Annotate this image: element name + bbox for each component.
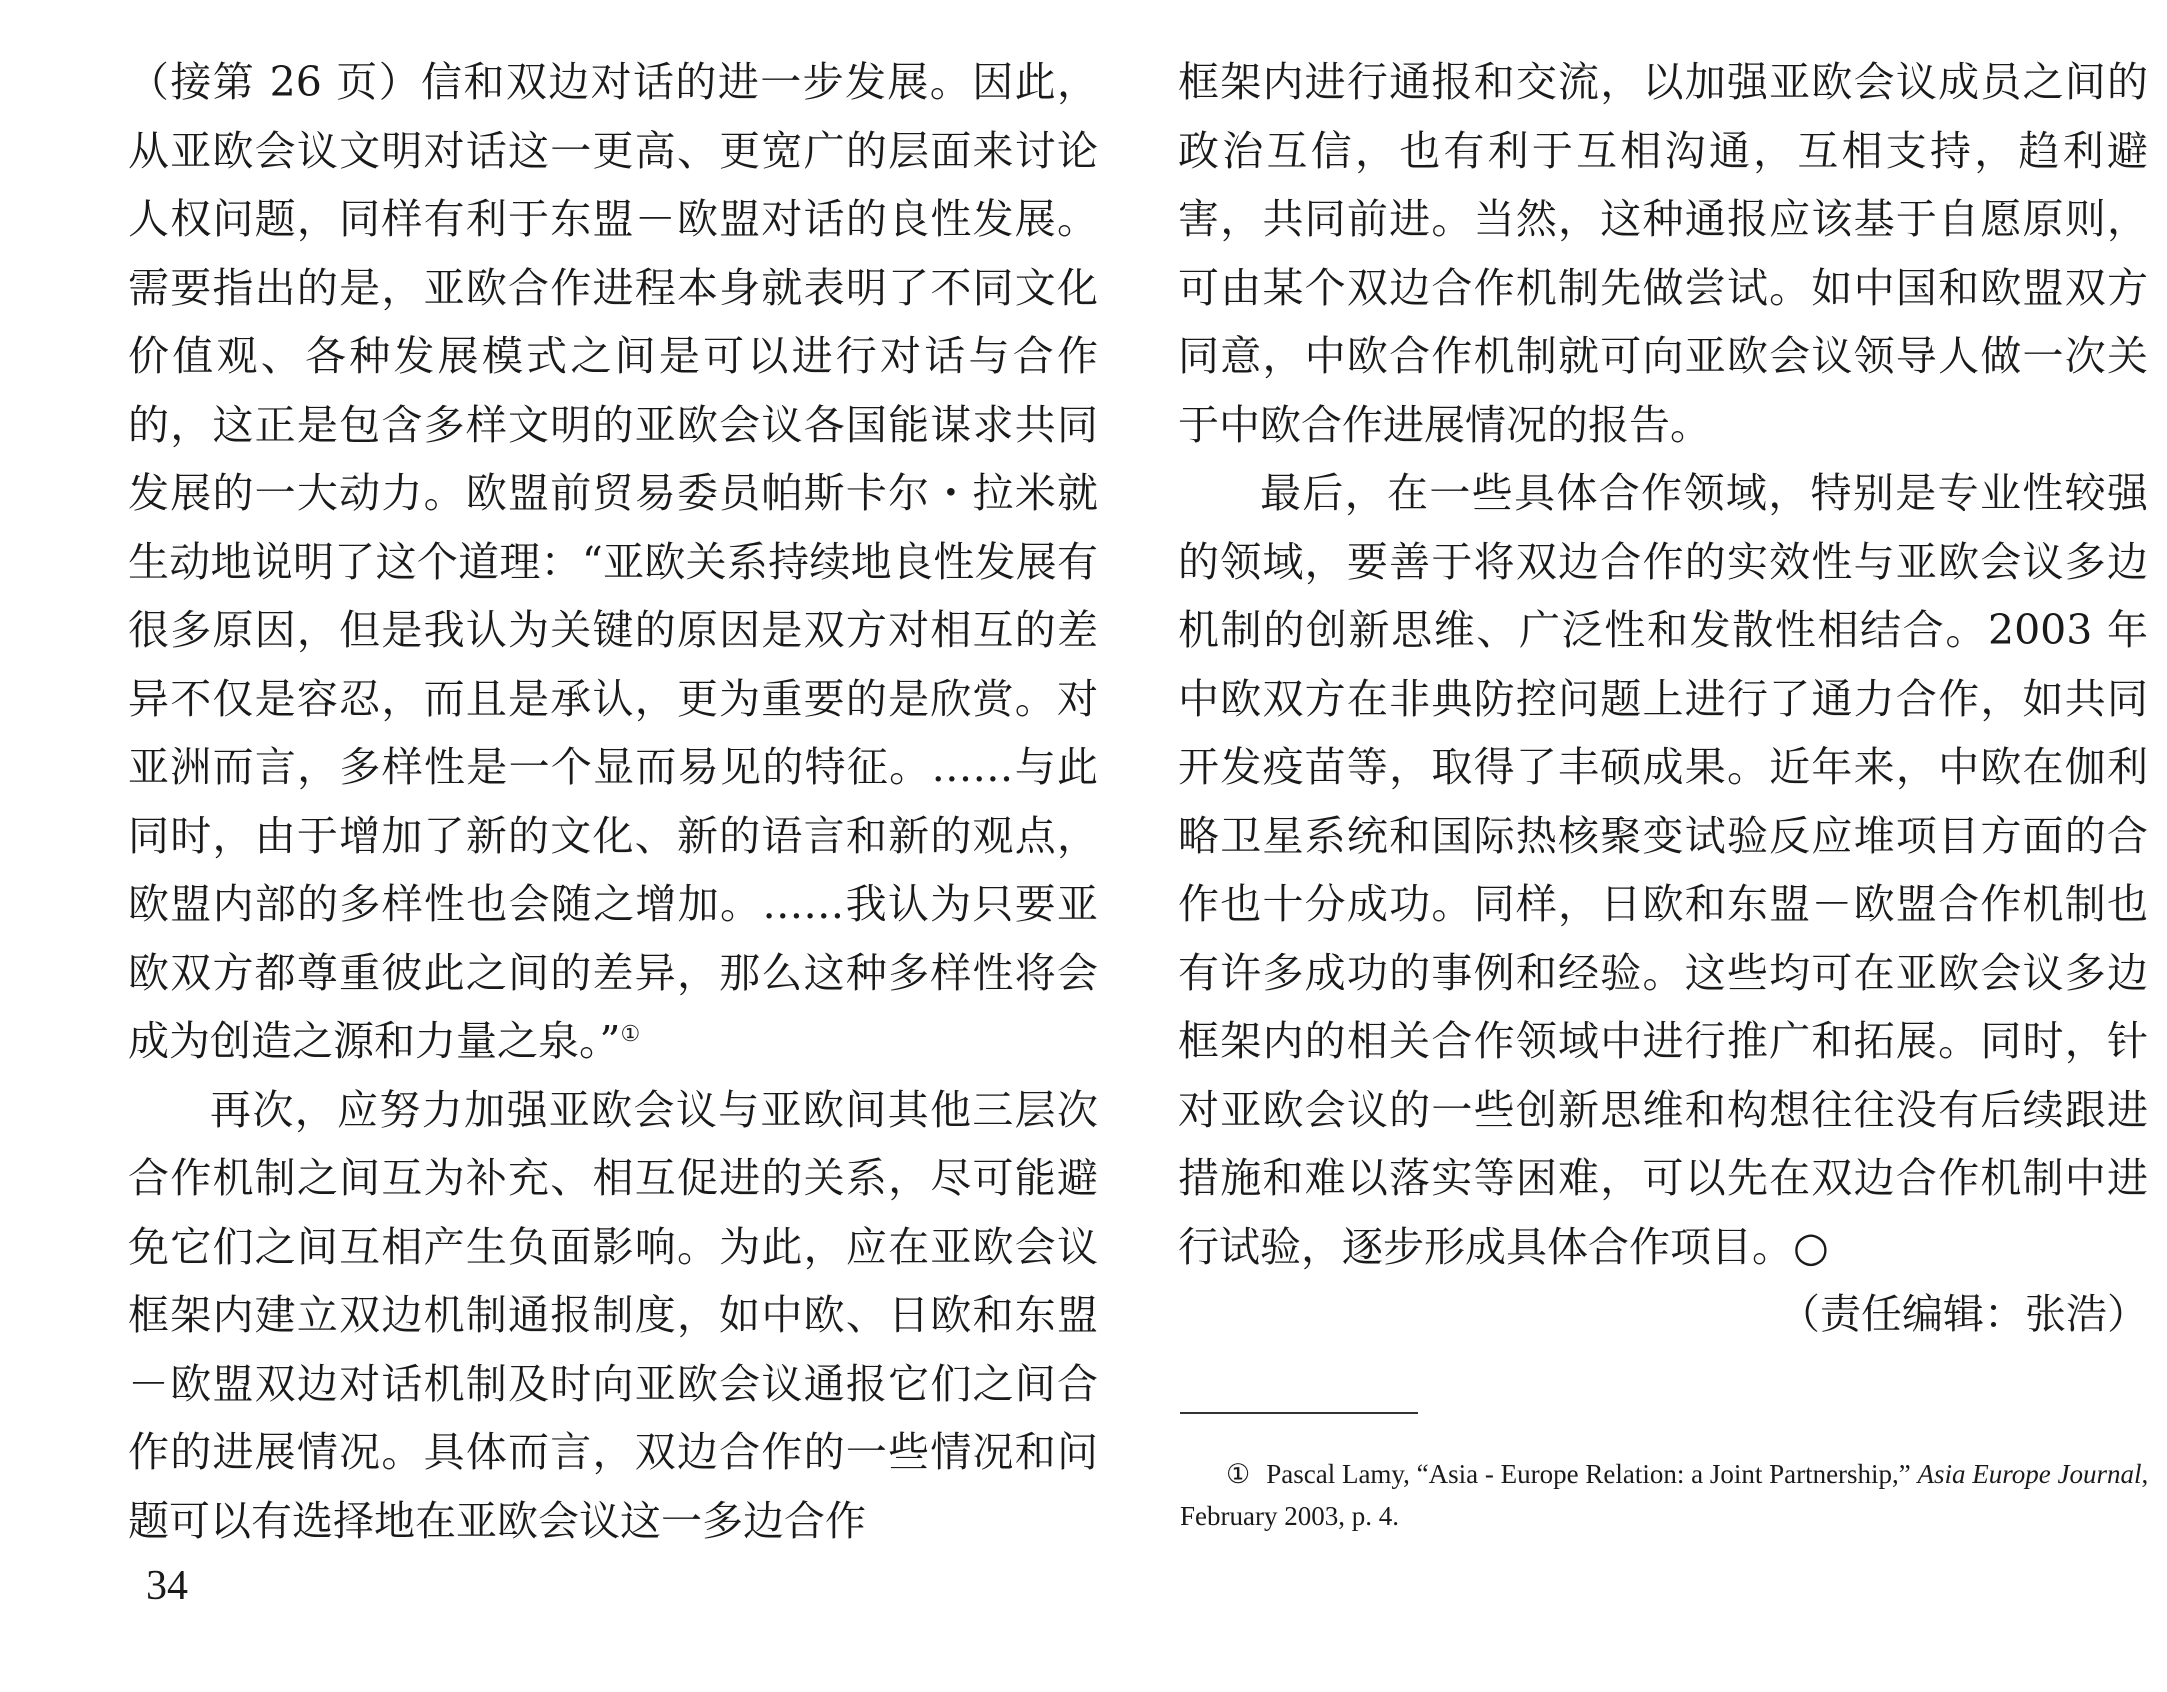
left-paragraph-2: 再次，应努力加强亚欧会议与亚欧间其他三层次合作机制之间互为补充、相互促进的关系，尽可能避免它们之间互相产生负面影响。为此，应在亚欧会议框架内建立双边机制通报制度，如中欧、日欧和东盟－欧盟双边对话机制及时向亚欧会议通报它们之间合作的进展情况。具体而言，双边合作的一些情况和问题可以有选择地在亚欧会议这一多边合作 [128,1085,1098,1545]
right-paragraph-1: 框架内进行通报和交流，以加强亚欧会议成员之间的政治互信，也有利于互相沟通，互相支持，趋利避害，共同前进。当然，这种通报应该基于自愿原则，可由某个双边合作机制先做尝试。如中国和欧盟双方同意，中欧合作机制就可向亚欧会议领导人做一次关于中欧合作进展情况的报告。 [1178,58,2148,449]
left-paragraph-1 [128,48,1098,1076]
right-paragraph-2: 最后，在一些具体合作领域，特别是专业性较强的领域，要善于将双边合作的实效性与亚欧会议多边机制的创新思维、广泛性和发散性相结合。2003 年中欧双方在非典防控问题上进行了通力合作，如共同开发疫苗等，取得了丰硕成果。近年来，中欧在伽利略卫星系统和国际热核聚变试验反应堆项目方面的合作也十分成功。同样，日欧和东盟－欧盟合作机制也有许多成功的事例和经验。这些均可在亚欧会议多边框架内的相关合作领域中进行推广和拓展。同时，针对亚欧会议的一些创新思维和构想往往没有后续跟进措施和难以落实等困难，可以先在双边合作机制中进行试验，逐步形成具体合作项目。○ [1178,469,2148,1271]
footnote-text-before: Pascal Lamy, “Asia - Europe Relation: a Joint Partnership,” [1266,1459,1918,1489]
footnote-reference: ① [620,1022,641,1047]
left-paragraph-1-text: （接第 26 页）信和双边对话的进一步发展。因此，从亚欧会议文明对话这一更高、更宽广的层面来讨论人权问题，同样有利于东盟－欧盟对话的良性发展。需要指出的是，亚欧合作进程本身就表明了不同文化价值观、各种发展模式之间是可以进行对话与合作的，这正是包含多样文明的亚欧会议各国能谋求共同发展的一大动力。欧盟前贸易委员帕斯卡尔・拉米就生动地说明了这个道理：“亚欧关系持续地良性发展有很多原因，但是我认为关键的原因是双方对相互的差异不仅是容忍，而且是承认，更为重要的是欣赏。对亚洲而言，多样性是一个显而易见的特征。……与此同时，由于增加了新的文化、新的语言和新的观点，欧盟内部的多样性也会随之增加。……我认为只要亚欧双方都尊重彼此之间的差异，那么这种多样性将会成为创造之源和力量之泉。” [128,58,1098,1065]
footnote [1180,1453,2155,1537]
right-column [1178,48,2148,1338]
footnote-journal: Asia Europe Journal [1917,1459,2142,1489]
footnote-mark: ① [1226,1459,1251,1489]
page-number: 34 [146,1563,188,1609]
editor-note: （责任编辑：张浩） [1779,1290,2148,1338]
left-column [128,48,1098,1555]
footnote-text-after: , February 2003, p. 4. [1180,1459,2149,1531]
footnote-divider [1180,1412,1418,1414]
